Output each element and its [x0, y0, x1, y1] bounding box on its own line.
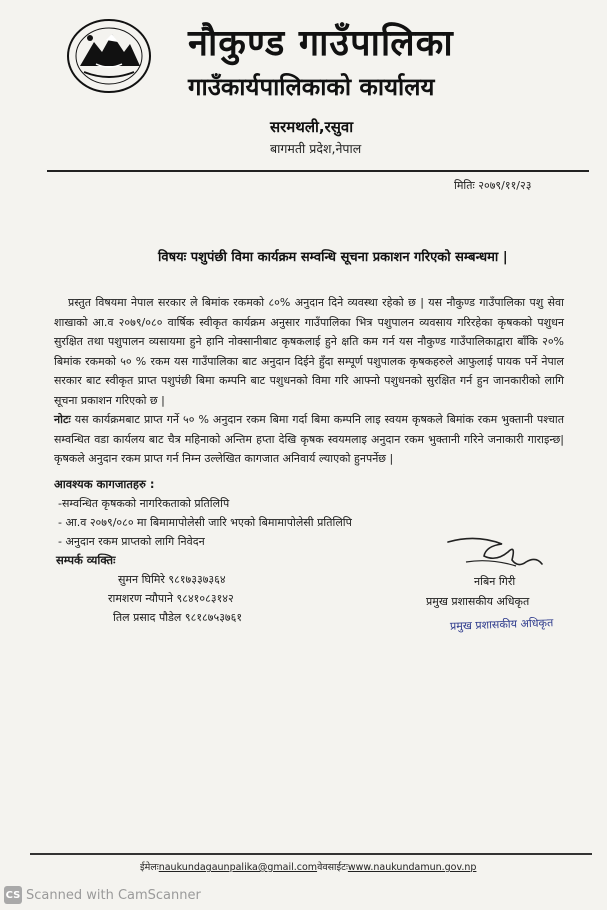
- letter-body: [54, 293, 564, 469]
- office-name: गाउँकार्यपालिकाको कार्यालय: [188, 73, 435, 101]
- camscanner-watermark: [4, 886, 201, 904]
- camscanner-icon: CS: [4, 886, 22, 904]
- document-item: - अनुदान रकम प्राप्तको लागि निवेदन: [58, 535, 205, 548]
- footer-divider: [30, 853, 592, 855]
- document-item: -सम्वन्धित कृषकको नागरिकताको प्रतिलिपि: [58, 497, 230, 510]
- handwritten-signature: [446, 532, 546, 580]
- address-line-2: बागमती प्रदेश,नेपाल: [270, 141, 362, 156]
- contact-person: तिल प्रसाद पौडेल ९८१८७५३७६१: [113, 611, 243, 624]
- letter-subject: विषयः पशुपंछी विमा कार्यक्रम सम्वन्धि सूचना प्रकाशन गरिएको सम्बन्धमा |: [158, 250, 508, 265]
- letter-date: मितिः २०७९/११/२३: [454, 179, 532, 192]
- website-link[interactable]: www.naukundamun.gov.np: [347, 862, 477, 873]
- municipality-name: नौकुण्ड गाउँपालिका: [188, 23, 454, 64]
- documents-heading: आवश्यक कागजातहरु :: [54, 477, 155, 491]
- note-paragraph: [54, 410, 564, 469]
- contact-person: रामशरण न्यौपाने ९८४१०८३१४२: [108, 592, 234, 605]
- camscanner-text: Scanned with CamScanner: [26, 887, 201, 903]
- note-label: नोटः: [54, 413, 71, 426]
- signatory-title: प्रमुख प्रशासकीय अधिकृत: [426, 595, 530, 608]
- footer-contact: [140, 860, 476, 873]
- email-label: ईमेलः: [140, 862, 159, 873]
- website-label: वेवसाईटः: [317, 862, 348, 873]
- document-item: - आ.व २०७९/०८० मा बिमामापोलेसी जारि भएको बिमामापोलेसी प्रतिलिपि: [58, 516, 352, 529]
- header-divider: [47, 170, 589, 172]
- body-paragraph: प्रस्तुत विषयमा नेपाल सरकार ले बिमांक रकमको ८०% अनुदान दिने व्यवस्था रहेको छ | यस नौकुण्ड गाउँपालिका पशु सेवा शाखाको आ.व २०७९/०८० वार्षिक स्वीकृत कार्यक्रम अनुसार गाउँपालिका भित्र पशुपालन व्यवसाय गरिरहेका कृषकको पशुधन सुरक्षित तथा पशुपालन व्यसायमा हुने हानि नोक्सानीबाट कृषकलाई हुने क्षति कम गर्न यस नौकुण्ड गाउँपालिकाद्वारा बाँकि २०% बिमांक रकमको ५० % रकम यस गाउँपालिका बाट अनुदान दिईने हुँदा सम्पूर्ण पशुपालक कृषकहरुले आफुलाई पायक पर्ने नेपाल सरकार बाट स्वीकृत प्राप्त पशुपंछी बिमा कम्पनि बाट पशुधनको विमा गरि आफ्नो पशुधनको सुरक्षित गर्न हुन जानकारीको लागि सूचना प्रकाशन गरिएको छ |: [54, 296, 564, 407]
- contact-person: सुमन घिमिरे ९८१७३३७३६४: [118, 573, 226, 586]
- official-stamp: प्रमुख प्रशासकीय अधिकृत: [449, 616, 554, 633]
- address-line-1: सरमथली,रसुवा: [270, 118, 354, 136]
- note-text: यस कार्यक्रमबाट प्राप्त गर्ने ५० % अनुदान रकम बिमा गर्दा बिमा कम्पनि लाइ स्वयम कृषकले बिमांक रकम भुक्तानी पश्चात सम्वन्धित वडा कार्यलय बाट चैत्र महिनाको अन्तिम हप्ता देखि कृषक स्वयमलाइ अनुदान रकम भुक्तानी गरिने जनाकारी गाराइन्छ| कृषकले अनुदान रकम प्राप्त गर्न निम्न उल्लेखित कागजात अनिवार्य ल्याएको हुनपर्नेछ |: [54, 413, 564, 465]
- contacts-heading: सम्पर्क व्यक्तिः: [56, 553, 116, 567]
- municipality-emblem-logo: [66, 18, 152, 94]
- email-link[interactable]: naukundagaunpalika@gmail.com: [158, 862, 318, 873]
- signatory-name: नबिन गिरी: [474, 575, 516, 588]
